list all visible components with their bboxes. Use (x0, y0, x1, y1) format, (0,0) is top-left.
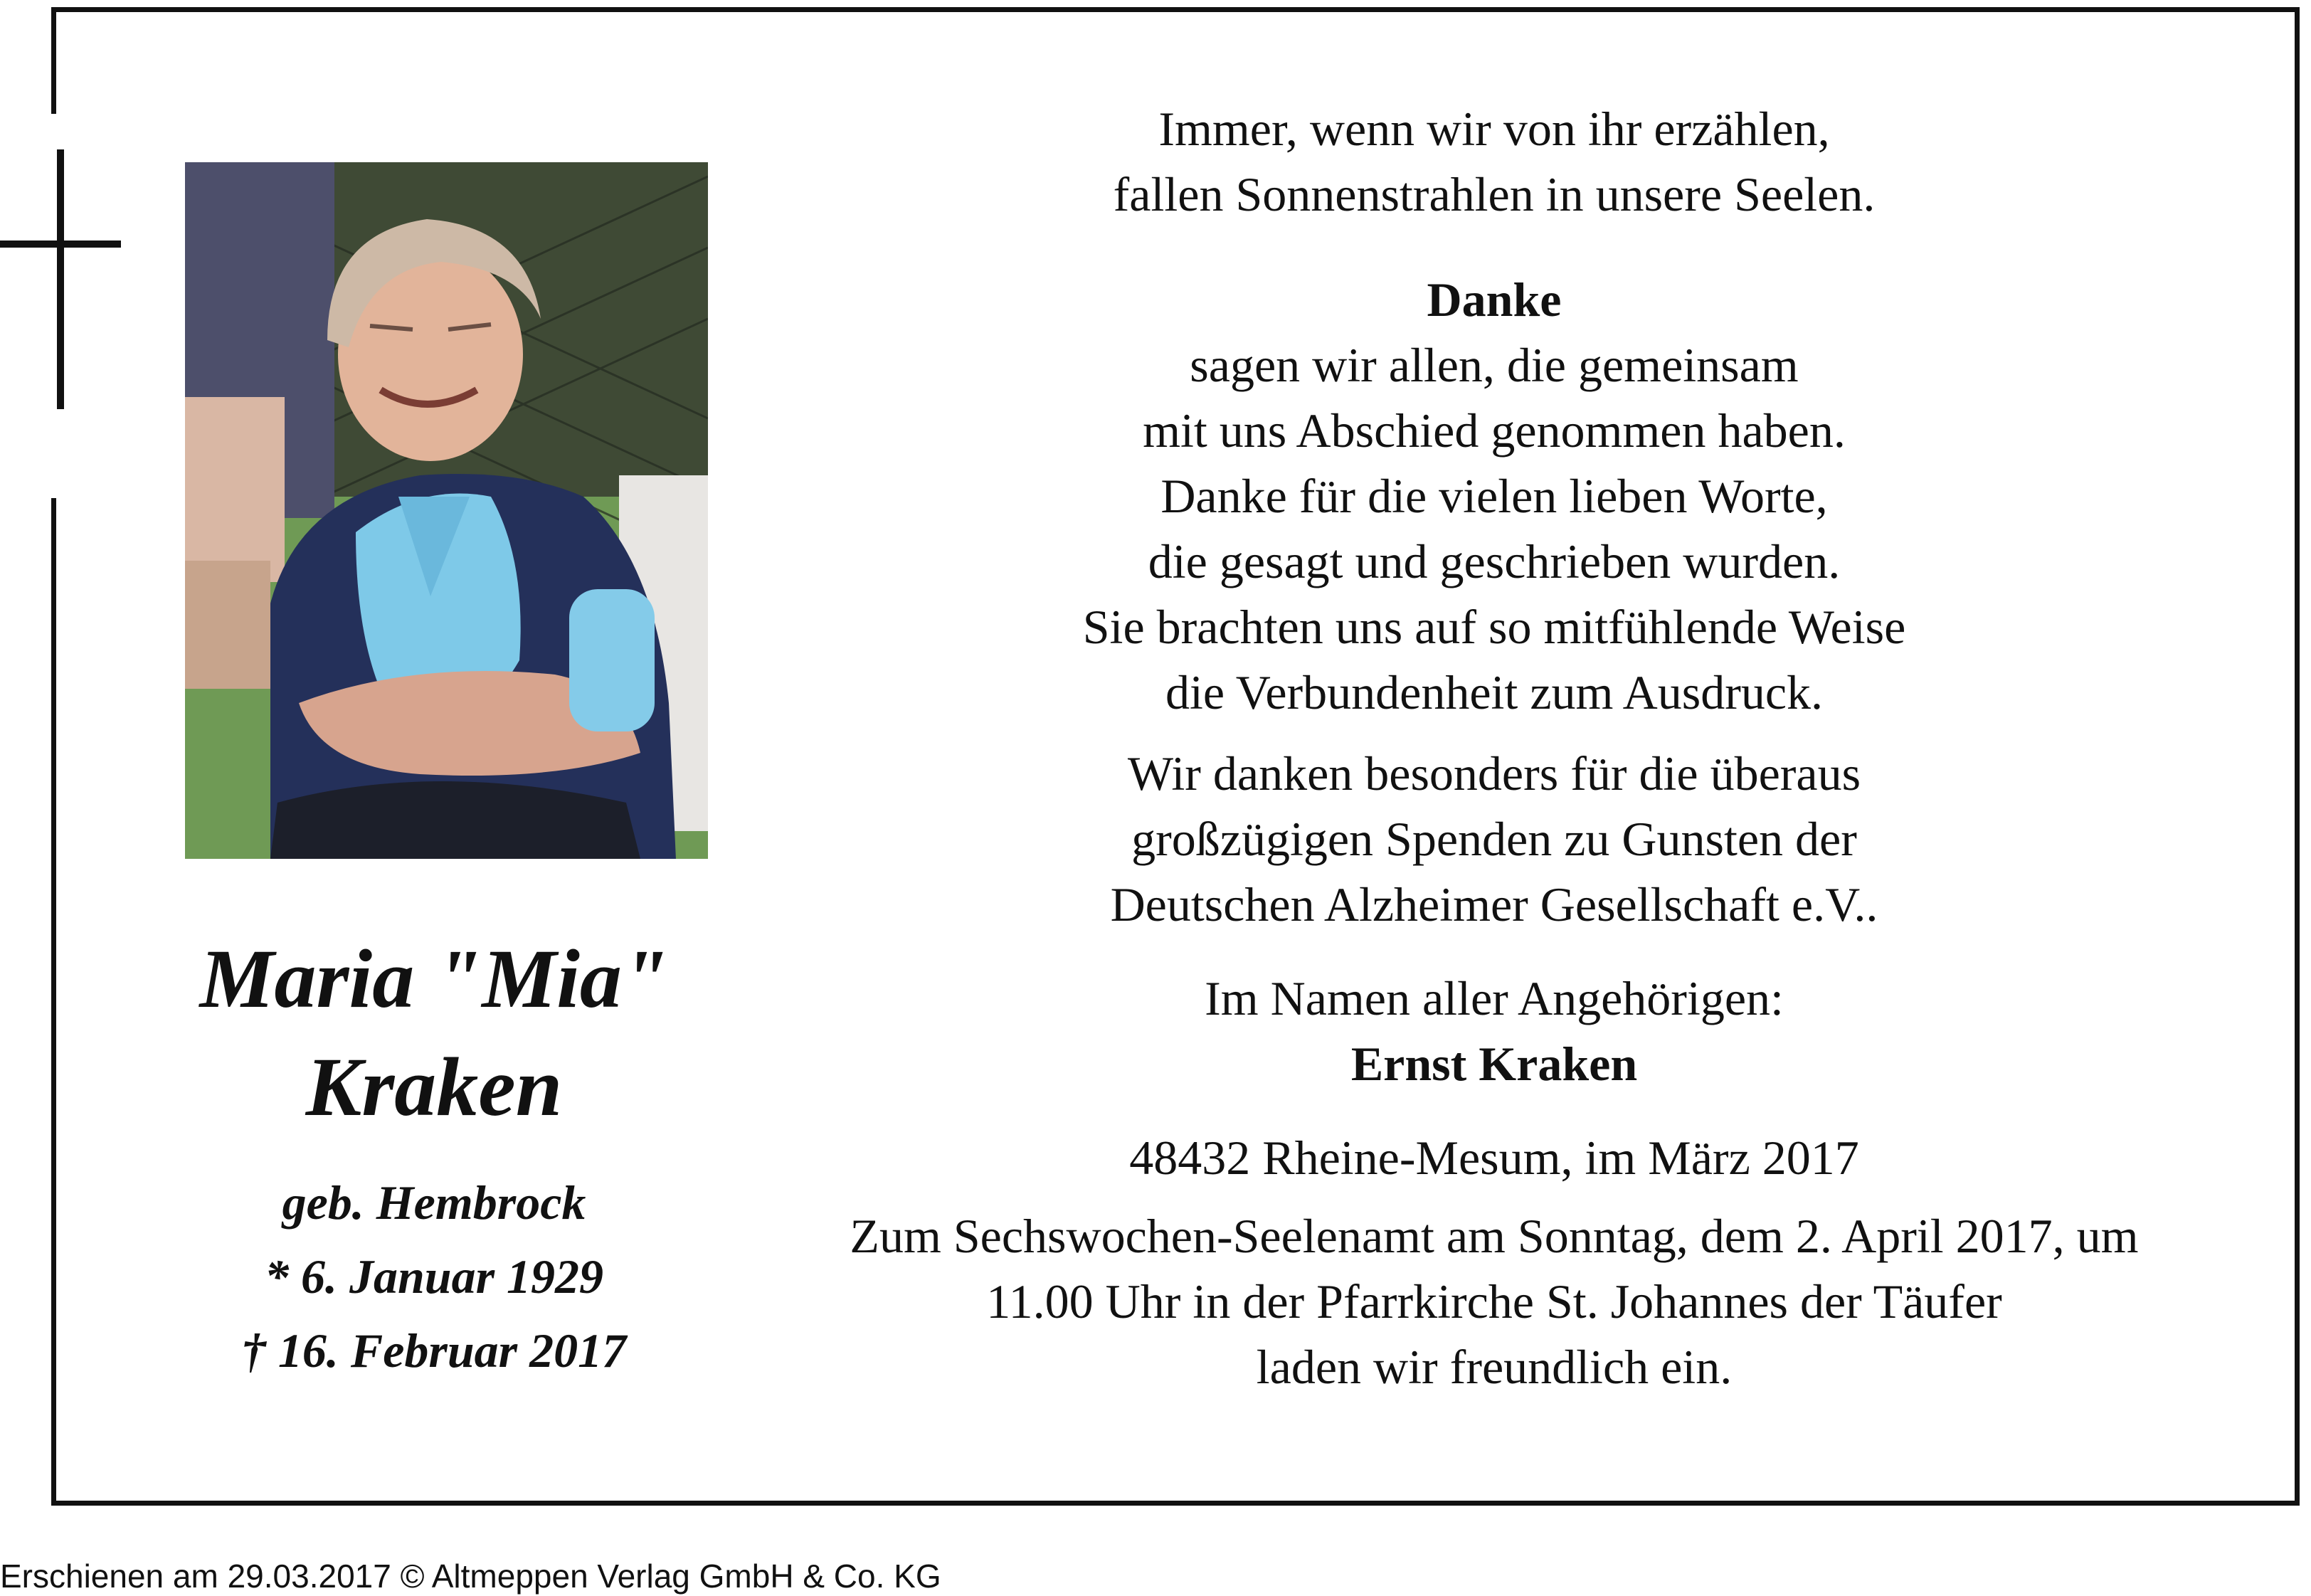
donation-line: Deutschen Alzheimer Gesellschaft e.V.. (1110, 877, 1878, 931)
poem-line: Immer, wenn wir von ihr erzählen, (1158, 102, 1830, 156)
publication-credit: Erschienen am 29.03.2017 © Altmeppen Verlag GmbH & Co. KG (0, 1558, 941, 1595)
deceased-info (100, 925, 768, 1388)
service-line: 11.00 Uhr in der Pfarrkirche St. Johannes der Täufer (986, 1274, 2002, 1328)
cross-vertical-bar (57, 149, 64, 409)
death-date: † 16. Februar 2017 (241, 1323, 627, 1378)
thanks-line: Sie brachten uns auf so mitfühlende Weise (1082, 600, 1906, 654)
donation-line: Wir danken besonders für die überaus (1127, 746, 1861, 800)
thanks-line: Danke für die vielen lieben Worte, (1160, 469, 1828, 523)
birth-name: geb. Hembrock (282, 1175, 586, 1230)
place-date: 48432 Rheine-Mesum, im März 2017 (1129, 1131, 1859, 1185)
birth-date: * 6. Januar 1929 (264, 1249, 604, 1304)
cross-horizontal-bar (0, 241, 121, 248)
thanks-line: mit uns Abschied genommen haben. (1143, 403, 1846, 458)
thanks-line: die gesagt und geschrieben wurden. (1148, 534, 1841, 588)
signature-name: Ernst Kraken (1350, 1037, 1638, 1091)
thanks-heading: Danke (1427, 273, 1562, 327)
deceased-name-line2: Kraken (305, 1040, 563, 1133)
obituary-text (754, 96, 2234, 1400)
deceased-name-line1: Maria "Mia" (199, 932, 669, 1025)
signature-intro: Im Namen aller Angehörigen: (1205, 971, 1784, 1025)
service-line: laden wir freundlich ein. (1256, 1340, 1733, 1394)
donation-line: großzügigen Spenden zu Gunsten der (1131, 812, 1857, 866)
thanks-line: sagen wir allen, die gemeinsam (1190, 338, 1799, 392)
service-line: Zum Sechswochen-Seelenamt am Sonntag, dem 2. April 2017, um (850, 1209, 2139, 1263)
poem-line: fallen Sonnenstrahlen in unsere Seelen. (1113, 167, 1876, 221)
portrait-photo (185, 162, 708, 859)
thanks-line: die Verbundenheit zum Ausdruck. (1165, 665, 1824, 719)
